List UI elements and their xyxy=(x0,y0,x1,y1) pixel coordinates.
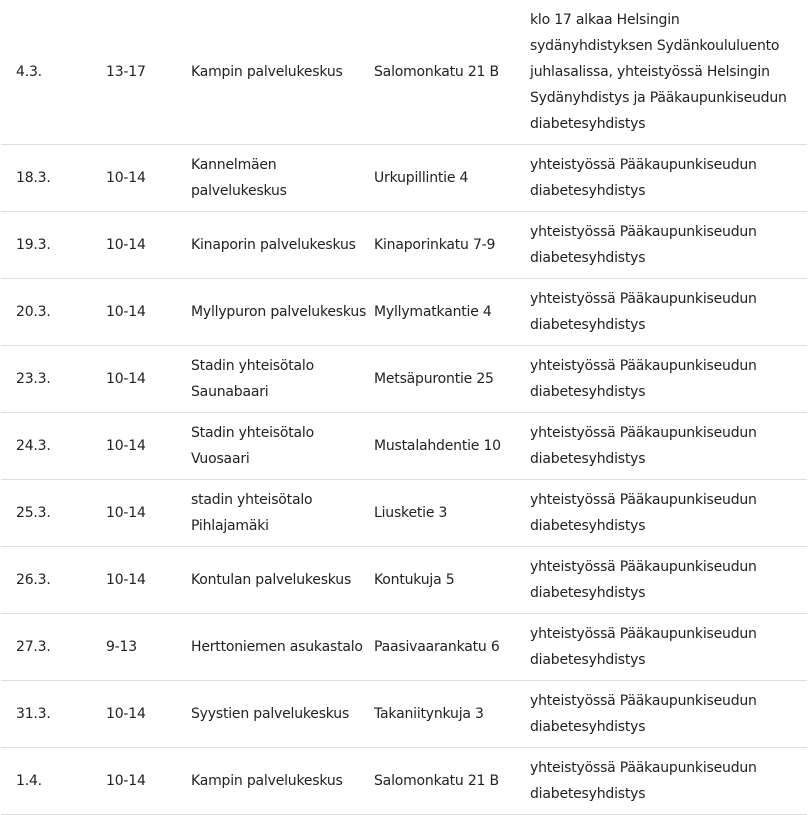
place-cell: Herttoniemen asukastalo xyxy=(188,614,369,681)
place-cell: Syystien palvelukeskus xyxy=(188,681,369,748)
address-cell: Takaniitynkuja 3 xyxy=(369,681,526,748)
time-cell: 10-14 xyxy=(104,748,188,815)
address-cell: Kinaporinkatu 7-9 xyxy=(369,212,526,279)
note-cell: yhteistyössä Pääkaupunkiseudun diabetesyhdistys xyxy=(526,681,807,748)
note-cell: yhteistyössä Pääkaupunkiseudun diabetesyhdistys xyxy=(526,346,807,413)
place-cell: Kampin palvelukeskus xyxy=(188,748,369,815)
table-row xyxy=(1,681,807,748)
address-cell: Myllymatkantie 4 xyxy=(369,279,526,346)
table-row xyxy=(1,748,807,815)
address-cell: Mustalahdentie 10 xyxy=(369,413,526,480)
table-row xyxy=(1,0,807,145)
place-cell: Kinaporin palvelukeskus xyxy=(188,212,369,279)
table-row xyxy=(1,480,807,547)
date-cell: 25.3. xyxy=(1,480,104,547)
date-cell: 27.3. xyxy=(1,614,104,681)
date-cell: 4.3. xyxy=(1,0,104,145)
date-cell: 20.3. xyxy=(1,279,104,346)
time-cell: 13-17 xyxy=(104,0,188,145)
date-cell: 19.3. xyxy=(1,212,104,279)
time-cell: 10-14 xyxy=(104,547,188,614)
time-cell: 9-13 xyxy=(104,614,188,681)
date-cell: 23.3. xyxy=(1,346,104,413)
place-cell: Stadin yhteisötalo Vuosaari xyxy=(188,413,369,480)
table-body xyxy=(1,0,807,815)
place-cell: Kontulan palvelukeskus xyxy=(188,547,369,614)
time-cell: 10-14 xyxy=(104,346,188,413)
note-cell: yhteistyössä Pääkaupunkiseudun diabetesyhdistys xyxy=(526,547,807,614)
time-cell: 10-14 xyxy=(104,279,188,346)
note-cell: yhteistyössä Pääkaupunkiseudun diabetesyhdistys xyxy=(526,480,807,547)
place-cell: Kannelmäen palvelukeskus xyxy=(188,145,369,212)
address-cell: Kontukuja 5 xyxy=(369,547,526,614)
table-row xyxy=(1,413,807,480)
note-cell: yhteistyössä Pääkaupunkiseudun diabetesyhdistys xyxy=(526,413,807,480)
place-cell: stadin yhteisötalo Pihlajamäki xyxy=(188,480,369,547)
address-cell: Urkupillintie 4 xyxy=(369,145,526,212)
note-cell: yhteistyössä Pääkaupunkiseudun diabetesyhdistys xyxy=(526,279,807,346)
address-cell: Liusketie 3 xyxy=(369,480,526,547)
time-cell: 10-14 xyxy=(104,413,188,480)
time-cell: 10-14 xyxy=(104,212,188,279)
note-cell: yhteistyössä Pääkaupunkiseudun diabetesyhdistys xyxy=(526,748,807,815)
date-cell: 26.3. xyxy=(1,547,104,614)
note-cell: yhteistyössä Pääkaupunkiseudun diabetesyhdistys xyxy=(526,614,807,681)
note-cell: yhteistyössä Pääkaupunkiseudun diabetesyhdistys xyxy=(526,145,807,212)
note-cell: klo 17 alkaa Helsingin sydänyhdistyksen Sydänkoululuento juhlasalissa, yhteistyössä Helsingin Sydänyhdistys ja Pääkaupunkiseudun diabetesyhdistys xyxy=(526,0,807,145)
date-cell: 1.4. xyxy=(1,748,104,815)
address-cell: Metsäpurontie 25 xyxy=(369,346,526,413)
table-row xyxy=(1,212,807,279)
time-cell: 10-14 xyxy=(104,145,188,212)
place-cell: Myllypuron palvelukeskus xyxy=(188,279,369,346)
table-row xyxy=(1,614,807,681)
address-cell: Salomonkatu 21 B xyxy=(369,0,526,145)
time-cell: 10-14 xyxy=(104,681,188,748)
place-cell: Stadin yhteisötalo Saunabaari xyxy=(188,346,369,413)
date-cell: 24.3. xyxy=(1,413,104,480)
table-row xyxy=(1,346,807,413)
note-cell: yhteistyössä Pääkaupunkiseudun diabetesyhdistys xyxy=(526,212,807,279)
event-schedule-table xyxy=(1,0,807,815)
date-cell: 31.3. xyxy=(1,681,104,748)
place-cell: Kampin palvelukeskus xyxy=(188,0,369,145)
address-cell: Salomonkatu 21 B xyxy=(369,748,526,815)
table-row xyxy=(1,279,807,346)
date-cell: 18.3. xyxy=(1,145,104,212)
address-cell: Paasivaarankatu 6 xyxy=(369,614,526,681)
table-row xyxy=(1,547,807,614)
time-cell: 10-14 xyxy=(104,480,188,547)
table-row xyxy=(1,145,807,212)
